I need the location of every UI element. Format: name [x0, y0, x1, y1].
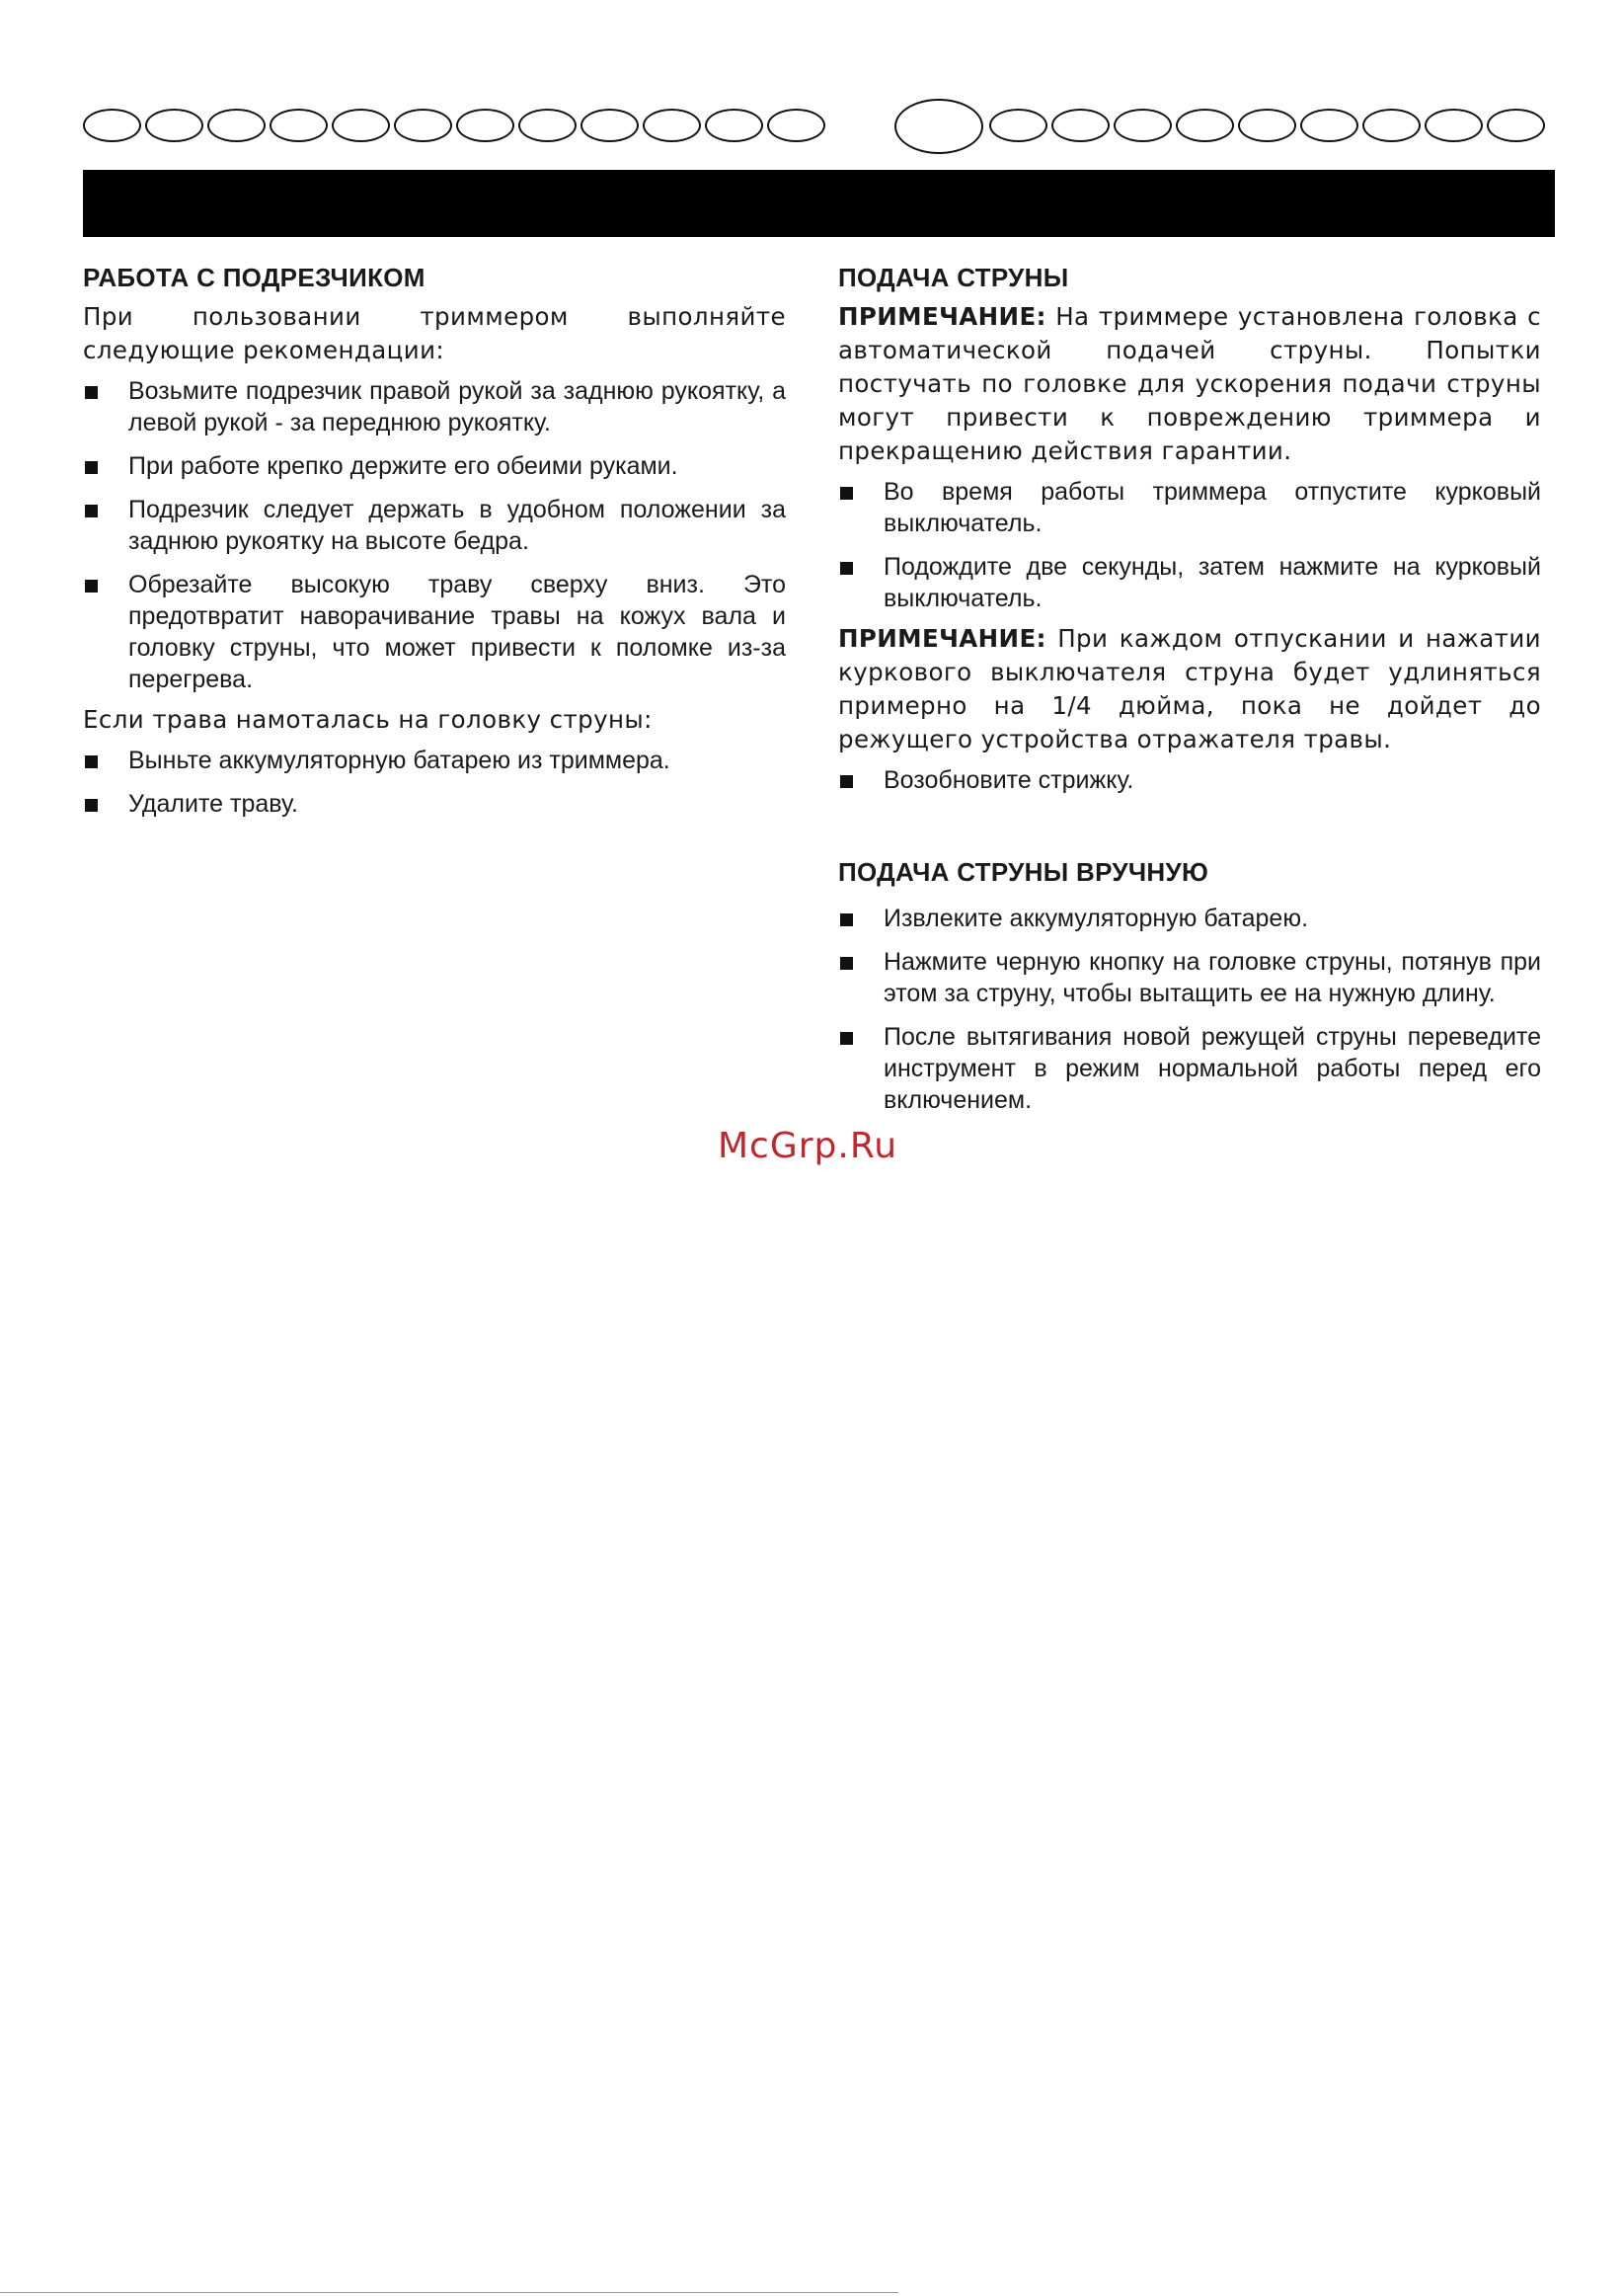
note-label: ПРИМЕЧАНИЕ: — [838, 302, 1046, 331]
bullet-icon — [840, 775, 853, 788]
note-paragraph: ПРИМЕЧАНИЕ: При каждом отпускании и нажатии куркового выключателя струна будет удлиняться примерно на 1/4 дюйма, пока не дойдет до режущего устройства отражателя травы. — [838, 624, 1541, 753]
language-tab — [1487, 109, 1545, 142]
list-item: Возобновите стрижку. — [838, 764, 1541, 796]
language-tab — [332, 109, 390, 142]
language-tabs — [83, 99, 1550, 154]
list-item: Обрезайте высокую траву сверху вниз. Это предотвратит наворачивание травы на кожух вала и головку струны, что может привести к поломке из-за перегрева. — [83, 569, 786, 695]
language-tab — [1114, 109, 1172, 142]
language-tab — [394, 109, 452, 142]
bullet-icon — [840, 913, 853, 926]
language-tab — [580, 109, 639, 142]
right-column — [838, 261, 1541, 1128]
language-tab — [83, 109, 141, 142]
list-item: Удалите траву. — [83, 788, 786, 820]
section-title-trimmer-use: РАБОТА С ПОДРЕЗЧИКОМ — [83, 263, 425, 292]
grass-removal-list — [83, 745, 786, 820]
bullet-icon — [85, 755, 98, 768]
recommendations-list — [83, 375, 786, 695]
list-item: Во время работы триммера отпустите курковый выключатель. — [838, 476, 1541, 539]
list-item: При работе крепко держите его обеими руками. — [83, 450, 786, 482]
note-label: ПРИМЕЧАНИЕ: — [838, 624, 1046, 653]
list-item: Выньте аккумуляторную батарею из триммера. — [83, 745, 786, 776]
language-tab — [989, 109, 1047, 142]
language-tab — [1238, 109, 1296, 142]
bullet-icon — [85, 386, 98, 399]
language-tab — [518, 109, 577, 142]
language-tab — [1362, 109, 1421, 142]
language-tab — [1051, 109, 1110, 142]
left-column — [83, 261, 786, 831]
bullet-icon — [85, 505, 98, 517]
list-item: Извлеките аккумуляторную батарею. — [838, 903, 1541, 934]
bullet-icon — [840, 487, 853, 500]
language-tab — [207, 109, 266, 142]
resume-list — [838, 764, 1541, 796]
list-item: Подождите две секунды, затем нажмите на курковый выключатель. — [838, 551, 1541, 614]
list-item: Подрезчик следует держать в удобном положении за заднюю рукоятку на высоте бедра. — [83, 494, 786, 557]
language-tab — [1425, 109, 1483, 142]
header-bar — [83, 170, 1555, 237]
intro-paragraph: При пользовании триммером выполняйте следующие рекомендации: — [83, 302, 786, 364]
line-feed-steps — [838, 476, 1541, 614]
language-tab — [1176, 109, 1234, 142]
bullet-icon — [85, 461, 98, 474]
list-item: Возьмите подрезчик правой рукой за заднюю рукоятку, а левой рукой - за переднюю рукоятку. — [83, 375, 786, 438]
bullet-icon — [85, 580, 98, 593]
language-tab — [145, 109, 203, 142]
language-tab — [705, 109, 763, 142]
list-item: Нажмите черную кнопку на головке струны, потянув при этом за струну, чтобы вытащить ее на нужную длину. — [838, 946, 1541, 1009]
bullet-icon — [840, 562, 853, 575]
manual-feed-steps — [838, 903, 1541, 1116]
section-title-line-feed: ПОДАЧА СТРУНЫ — [838, 263, 1069, 292]
language-tab — [643, 109, 701, 142]
language-tab — [456, 109, 514, 142]
list-item: После вытягивания новой режущей струны переведите инструмент в режим нормальной работы перед его включением. — [838, 1021, 1541, 1116]
bullet-icon — [85, 799, 98, 812]
language-tab — [270, 109, 328, 142]
watermark: McGrp.Ru — [718, 1126, 898, 1166]
section-title-manual-feed: ПОДАЧА СТРУНЫ ВРУЧНУЮ — [838, 857, 1209, 887]
language-tab — [1300, 109, 1358, 142]
spacer — [838, 808, 1541, 855]
note-paragraph: ПРИМЕЧАНИЕ: На триммере установлена головка с автоматической подачей струны. Попытки постучать по головке для ускорения подачи струны могут привести к повреждению триммера и прекращению действия гарантии. — [838, 302, 1541, 465]
sub-intro-paragraph: Если трава намоталась на головку струны: — [83, 705, 653, 734]
footer-divider — [0, 2292, 898, 2293]
bullet-icon — [840, 1032, 853, 1045]
bullet-icon — [840, 957, 853, 970]
language-tab — [767, 109, 825, 142]
language-tab-active — [894, 99, 983, 154]
